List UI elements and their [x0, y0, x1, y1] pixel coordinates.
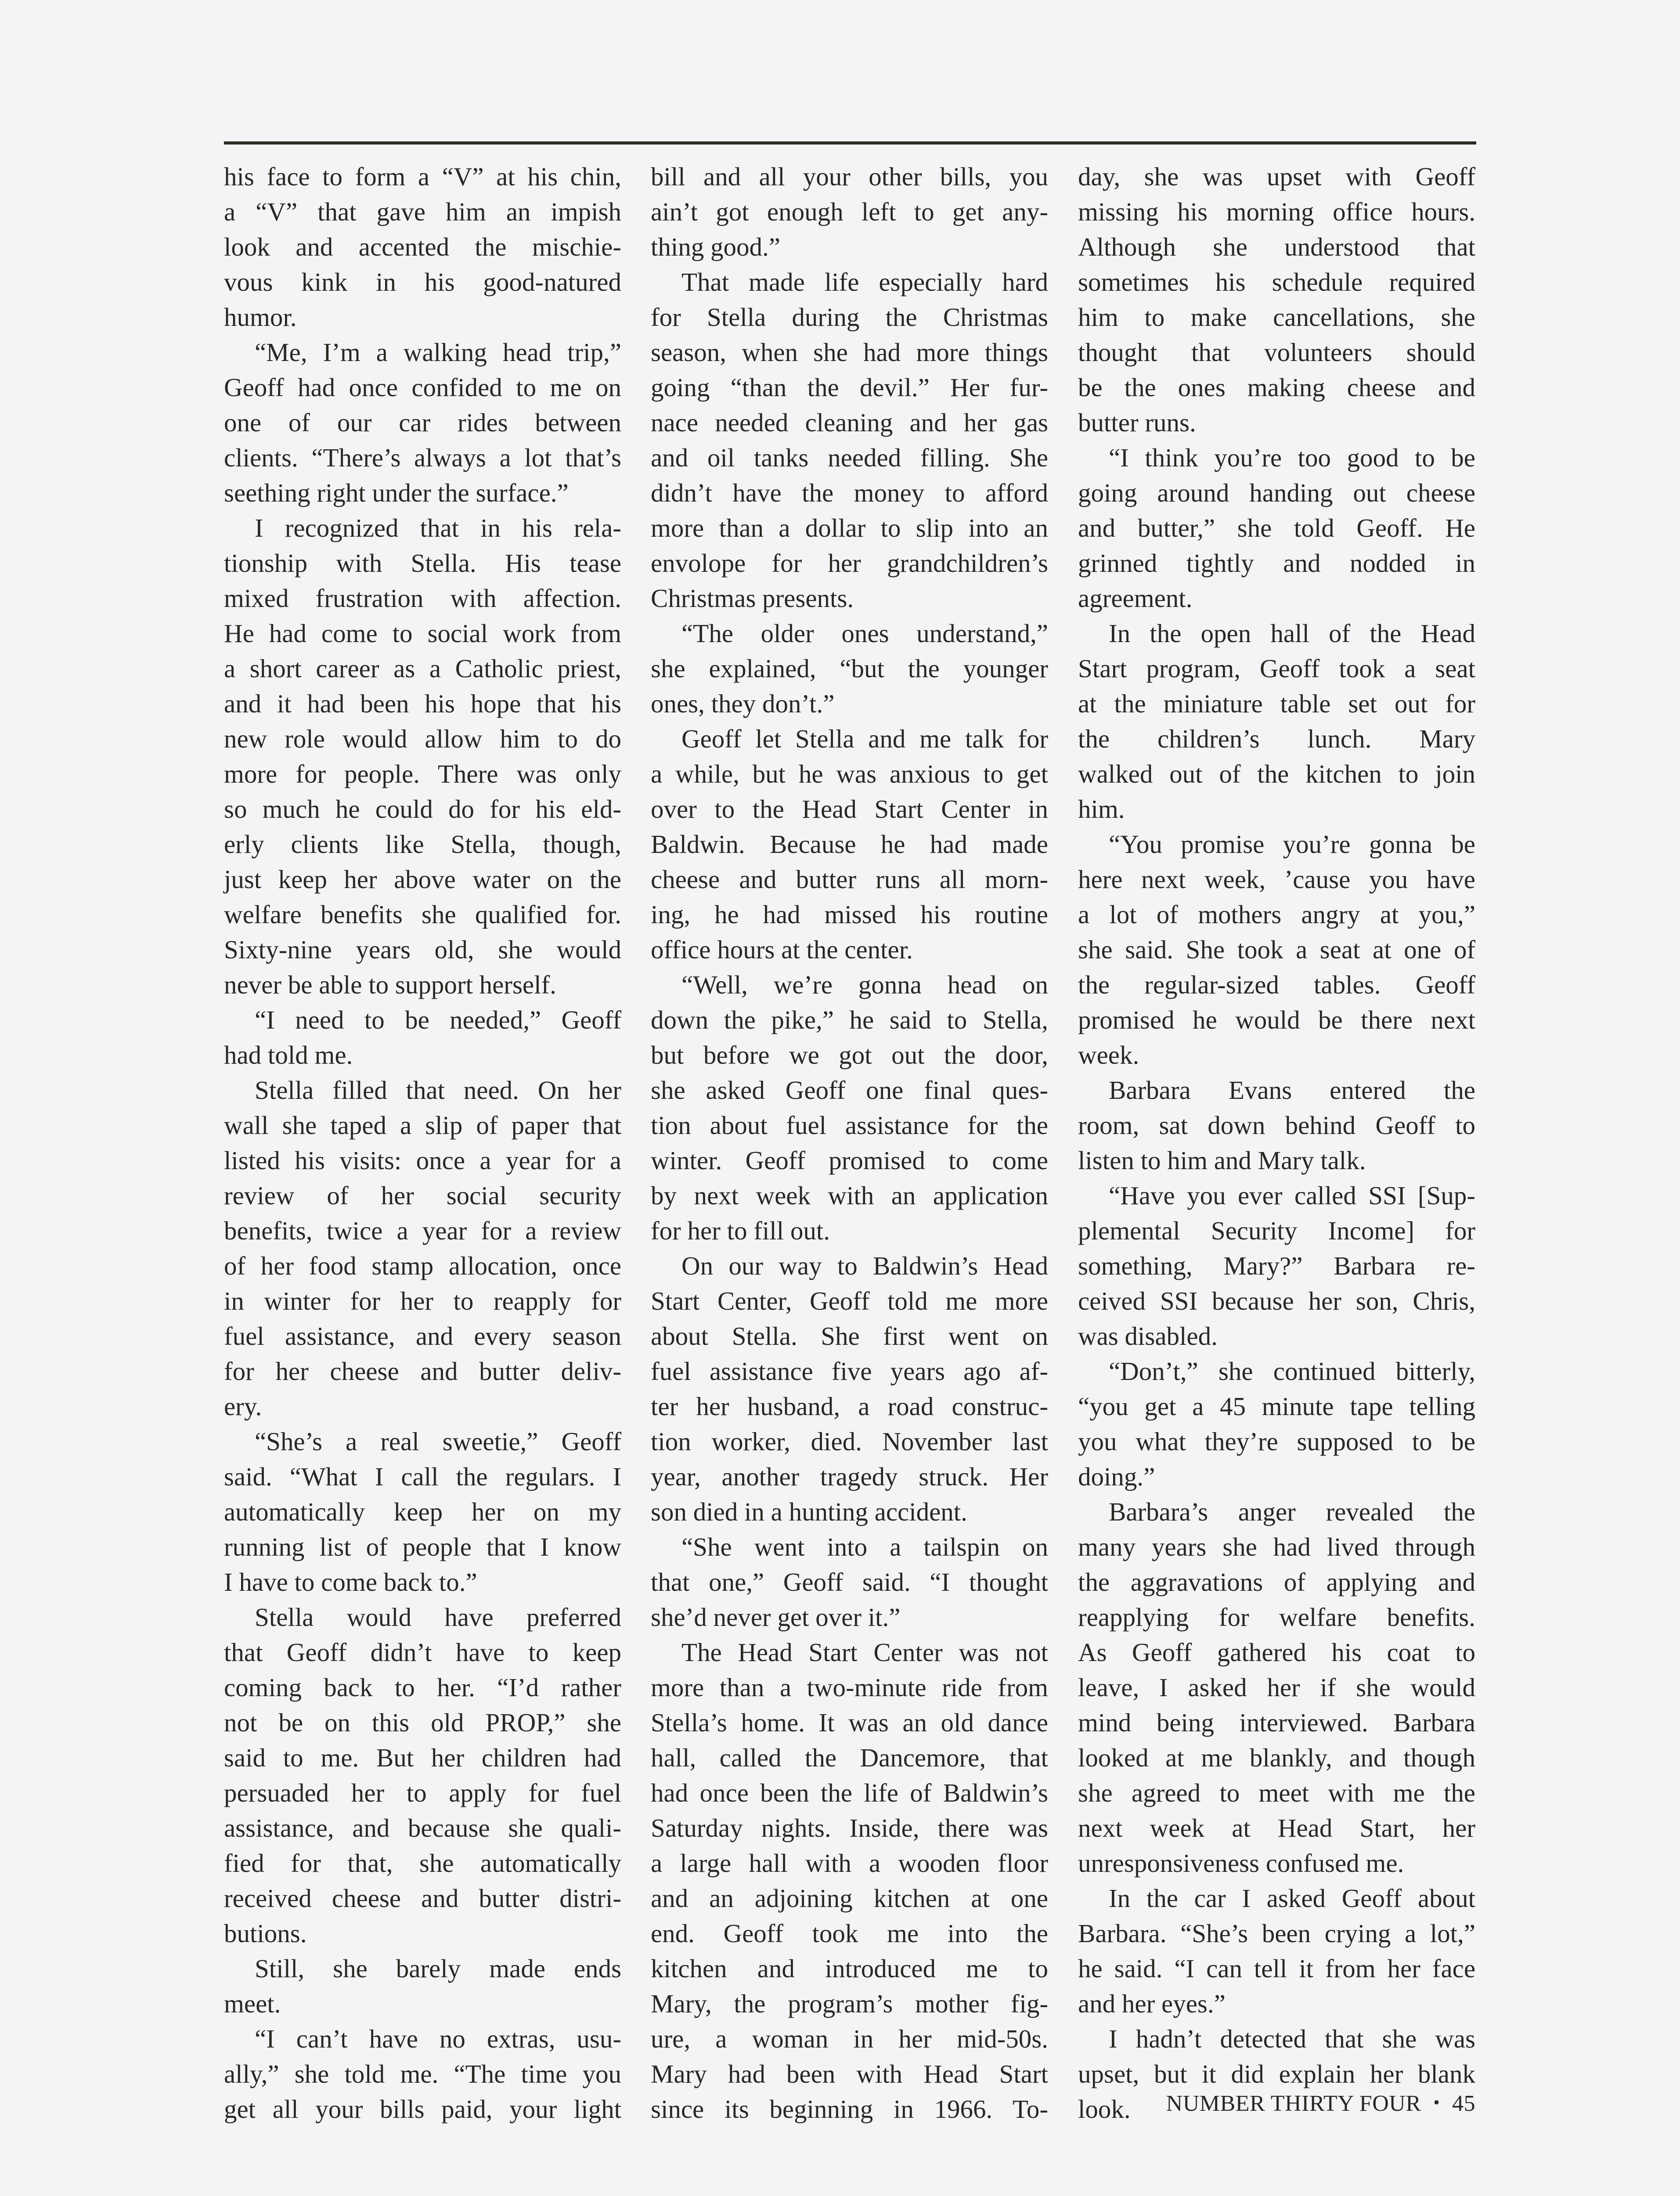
text-line: she asked Geoff one final ques-	[651, 1076, 1048, 1105]
text-line: she agreed to meet with me the	[1078, 1778, 1475, 1807]
text-line: ceived SSI because her son, Chris,	[1078, 1286, 1475, 1315]
text-line: Christmas presents.	[651, 584, 854, 613]
text-line: day, she was upset with Geoff	[1078, 162, 1475, 191]
text-line: “Don’t,” she continued bitterly,	[1109, 1357, 1475, 1386]
text-line: Although she understood that	[1078, 232, 1475, 261]
text-line: listed his visits: once a year for a	[224, 1146, 621, 1175]
text-line: get all your bills paid, your light	[224, 2095, 621, 2124]
text-line: unresponsiveness confused me.	[1078, 1849, 1404, 1878]
text-line: nace needed cleaning and her gas	[651, 408, 1048, 437]
text-line: “She went into a tailspin on	[681, 1532, 1048, 1561]
text-line: room, sat down behind Geoff to	[1078, 1111, 1475, 1140]
text-line: running list of people that I know	[224, 1532, 621, 1561]
text-line: assistance, and because she quali-	[224, 1813, 621, 1842]
text-line: be the ones making cheese and	[1078, 373, 1475, 402]
text-line: “I can’t have no extras, usu-	[255, 2024, 621, 2053]
text-line: thing good.”	[651, 232, 780, 261]
text-line: he said. “I can tell it from her face	[1078, 1954, 1475, 1983]
text-line: “Have you ever called SSI [Sup-	[1109, 1181, 1475, 1210]
text-line: by next week with an application	[651, 1181, 1048, 1210]
text-line: son died in a hunting accident.	[651, 1497, 967, 1526]
text-line: vous kink in his good-natured	[224, 267, 621, 296]
text-line: a while, but he was anxious to get	[651, 759, 1048, 788]
text-line: wall she taped a slip of paper that	[224, 1111, 621, 1140]
text-line: ter her husband, a road construc-	[651, 1392, 1048, 1421]
text-line: plemental Security Income] for	[1078, 1216, 1475, 1245]
text-line: promised he would be there next	[1078, 1005, 1475, 1034]
text-line: I have to come back to.”	[224, 1568, 477, 1596]
text-column-2	[651, 159, 1048, 2127]
text-line: Barbara Evans entered the	[1109, 1076, 1475, 1105]
text-line: butter runs.	[1078, 408, 1196, 437]
text-line: his face to form a “V” at his chin,	[224, 162, 621, 191]
text-line: about Stella. She first went on	[651, 1322, 1048, 1351]
text-line: season, when she had more things	[651, 338, 1048, 367]
text-line: many years she had lived through	[1078, 1532, 1475, 1561]
text-line: mind being interviewed. Barbara	[1078, 1708, 1475, 1737]
text-line: In the open hall of the Head	[1109, 619, 1475, 648]
text-line: Start program, Geoff took a seat	[1078, 654, 1475, 683]
text-line: automatically keep her on my	[224, 1497, 621, 1526]
text-line: a large hall with a wooden floor	[651, 1849, 1048, 1878]
text-line: and oil tanks needed filling. She	[651, 443, 1048, 472]
text-line: more for people. There was only	[224, 759, 621, 788]
text-line: Geoff let Stella and me talk for	[681, 724, 1048, 753]
text-line: Stella’s home. It was an old dance	[651, 1708, 1048, 1737]
text-line: cheese and butter runs all morn-	[651, 865, 1048, 894]
text-line: more than a two-minute ride from	[651, 1673, 1048, 1702]
text-column-3	[1078, 159, 1475, 2127]
text-line: agreement.	[1078, 584, 1193, 613]
text-line: you what they’re supposed to be	[1078, 1427, 1475, 1456]
text-line: over to the Head Start Center in	[651, 795, 1048, 824]
text-line: hall, called the Dancemore, that	[651, 1743, 1048, 1772]
text-line: going “than the devil.” Her fur-	[651, 373, 1048, 402]
text-line: Stella would have preferred	[255, 1603, 621, 1632]
text-line: upset, but it did explain her blank	[1078, 2059, 1475, 2088]
text-line: she explained, “but the younger	[651, 654, 1048, 683]
text-line: erly clients like Stella, though,	[224, 830, 621, 859]
text-line: “you get a 45 minute tape telling	[1078, 1392, 1475, 1421]
text-line: grinned tightly and nodded in	[1078, 549, 1475, 578]
text-line: fied for that, she automatically	[224, 1849, 621, 1878]
text-line: look and accented the mischie-	[224, 232, 621, 261]
text-line: the aggravations of applying and	[1078, 1568, 1475, 1596]
text-line: never be able to support herself.	[224, 970, 556, 999]
text-line: since its beginning in 1966. To-	[651, 2095, 1048, 2124]
text-line: looked at me blankly, and though	[1078, 1743, 1475, 1772]
text-line: listen to him and Mary talk.	[1078, 1146, 1366, 1175]
text-line: the children’s lunch. Mary	[1078, 724, 1475, 753]
text-line: him.	[1078, 795, 1125, 824]
text-line: she’d never get over it.”	[651, 1603, 901, 1632]
page-footer	[1166, 2091, 1475, 2117]
text-line: and butter,” she told Geoff. He	[1078, 513, 1475, 542]
text-line: was disabled.	[1078, 1322, 1218, 1351]
text-line: On our way to Baldwin’s Head	[681, 1251, 1048, 1280]
text-line: envolope for her grandchildren’s	[651, 549, 1048, 578]
header-rule	[224, 141, 1476, 144]
text-line: coming back to her. “I’d rather	[224, 1673, 621, 1702]
text-line: “I need to be needed,” Geoff	[255, 1005, 621, 1034]
text-line: for Stella during the Christmas	[651, 303, 1048, 332]
text-line: doing.”	[1078, 1462, 1155, 1491]
text-line: year, another tragedy struck. Her	[651, 1462, 1048, 1491]
text-line: That made life especially hard	[681, 267, 1048, 296]
text-line: look.	[1078, 2095, 1131, 2124]
text-line: Mary had been with Head Start	[651, 2059, 1048, 2088]
text-line: a short career as a Catholic priest,	[224, 654, 621, 683]
text-line: for her to fill out.	[651, 1216, 830, 1245]
text-line: ones, they don’t.”	[651, 689, 835, 718]
text-line: ain’t got enough left to get any-	[651, 197, 1048, 226]
text-line: office hours at the center.	[651, 935, 913, 964]
text-line: As Geoff gathered his coat to	[1078, 1638, 1475, 1667]
text-line: said to me. But her children had	[224, 1743, 621, 1772]
text-line: Still, she barely made ends	[255, 1954, 621, 1983]
text-line: a lot of mothers angry at you,”	[1078, 900, 1475, 929]
text-line: Sixty-nine years old, she would	[224, 935, 621, 964]
text-line: “I think you’re too good to be	[1109, 443, 1475, 472]
bullet-separator-icon: •	[1433, 2092, 1440, 2112]
text-line: walked out of the kitchen to join	[1078, 759, 1475, 788]
text-line: and an adjoining kitchen at one	[651, 1884, 1048, 1913]
text-line: and it had been his hope that his	[224, 689, 621, 718]
text-line: Barbara’s anger revealed the	[1109, 1497, 1475, 1526]
text-line: that Geoff didn’t have to keep	[224, 1638, 621, 1667]
text-line: fuel assistance, and every season	[224, 1322, 621, 1351]
text-line: welfare benefits she qualified for.	[224, 900, 621, 929]
text-line: leave, I asked her if she would	[1078, 1673, 1475, 1702]
text-line: tion worker, died. November last	[651, 1427, 1048, 1456]
text-line: said. “What I call the regulars. I	[224, 1462, 621, 1491]
text-line: kitchen and introduced me to	[651, 1954, 1048, 1983]
text-line: bill and all your other bills, you	[651, 162, 1048, 191]
text-line: butions.	[224, 1919, 307, 1948]
text-line: ure, a woman in her mid-50s.	[651, 2024, 1048, 2053]
text-line: Start Center, Geoff told me more	[651, 1286, 1048, 1315]
text-line: here next week, ’cause you have	[1078, 865, 1475, 894]
text-line: persuaded her to apply for fuel	[224, 1778, 621, 1807]
text-line: fuel assistance five years ago af-	[651, 1357, 1048, 1386]
text-line: had told me.	[224, 1040, 353, 1069]
text-line: tion about fuel assistance for the	[651, 1111, 1048, 1140]
text-line: ally,” she told me. “The time you	[224, 2059, 621, 2088]
text-line: clients. “There’s always a lot that’s	[224, 443, 621, 472]
text-line: tionship with Stella. His tease	[224, 549, 621, 578]
text-line: I recognized that in his rela-	[255, 513, 621, 542]
text-line: received cheese and butter distri-	[224, 1884, 621, 1913]
text-line: down the pike,” he said to Stella,	[651, 1005, 1048, 1034]
text-line: more than a dollar to slip into an	[651, 513, 1048, 542]
text-line: humor.	[224, 303, 297, 332]
text-line: Baldwin. Because he had made	[651, 830, 1048, 859]
text-line: ery.	[224, 1392, 262, 1421]
text-line: the regular-sized tables. Geoff	[1078, 970, 1475, 999]
text-column-1	[224, 159, 621, 2127]
text-line: him to make cancellations, she	[1078, 303, 1475, 332]
text-line: reapplying for welfare benefits.	[1078, 1603, 1475, 1632]
text-line: The Head Start Center was not	[681, 1638, 1048, 1667]
text-line: seething right under the surface.”	[224, 478, 569, 507]
text-line: Stella filled that need. On her	[255, 1076, 621, 1105]
text-line: had once been the life of Baldwin’s	[651, 1778, 1048, 1807]
text-line: He had come to social work from	[224, 619, 621, 648]
text-line: of her food stamp allocation, once	[224, 1251, 621, 1280]
text-line: one of our car rides between	[224, 408, 621, 437]
text-line: Geoff had once confided to me on	[224, 373, 621, 402]
issue-label: NUMBER THIRTY FOUR	[1166, 2091, 1421, 2116]
text-line: meet.	[224, 1989, 281, 2018]
text-line: so much he could do for his eld-	[224, 795, 621, 824]
text-line: Barbara. “She’s been crying a lot,”	[1078, 1919, 1475, 1948]
text-line: that one,” Geoff said. “I thought	[651, 1568, 1048, 1596]
text-line: at the miniature table set out for	[1078, 689, 1475, 718]
text-line: end. Geoff took me into the	[651, 1919, 1048, 1948]
text-line: Mary, the program’s mother fig-	[651, 1989, 1048, 2018]
text-line: new role would allow him to do	[224, 724, 621, 753]
text-line: she said. She took a seat at one of	[1078, 935, 1475, 964]
text-line: next week at Head Start, her	[1078, 1813, 1475, 1842]
text-line: Saturday nights. Inside, there was	[651, 1813, 1048, 1842]
text-line: and her eyes.”	[1078, 1989, 1226, 2018]
text-line: review of her social security	[224, 1181, 621, 1210]
text-line: “Well, we’re gonna head on	[681, 970, 1048, 999]
text-line: “The older ones understand,”	[681, 619, 1048, 648]
text-line: I hadn’t detected that she was	[1109, 2024, 1475, 2053]
text-line: for her cheese and butter deliv-	[224, 1357, 621, 1386]
text-line: in winter for her to reapply for	[224, 1286, 621, 1315]
text-line: going around handing out cheese	[1078, 478, 1475, 507]
text-line: mixed frustration with affection.	[224, 584, 621, 613]
text-line: not be on this old PROP,” she	[224, 1708, 621, 1737]
text-line: ing, he had missed his routine	[651, 900, 1048, 929]
text-line: missing his morning office hours.	[1078, 197, 1475, 226]
text-line: just keep her above water on the	[224, 865, 621, 894]
text-line: In the car I asked Geoff about	[1109, 1884, 1475, 1913]
text-line: “Me, I’m a walking head trip,”	[255, 338, 621, 367]
text-line: sometimes his schedule required	[1078, 267, 1475, 296]
text-line: winter. Geoff promised to come	[651, 1146, 1048, 1175]
text-line: a “V” that gave him an impish	[224, 197, 621, 226]
text-line: week.	[1078, 1040, 1139, 1069]
text-line: thought that volunteers should	[1078, 338, 1475, 367]
text-line: benefits, twice a year for a review	[224, 1216, 621, 1245]
page-number: 45	[1452, 2091, 1475, 2116]
text-line: “You promise you’re gonna be	[1109, 830, 1475, 859]
text-line: something, Mary?” Barbara re-	[1078, 1251, 1475, 1280]
text-line: “She’s a real sweetie,” Geoff	[255, 1427, 621, 1456]
text-line: didn’t have the money to afford	[651, 478, 1048, 507]
text-line: but before we got out the door,	[651, 1040, 1048, 1069]
